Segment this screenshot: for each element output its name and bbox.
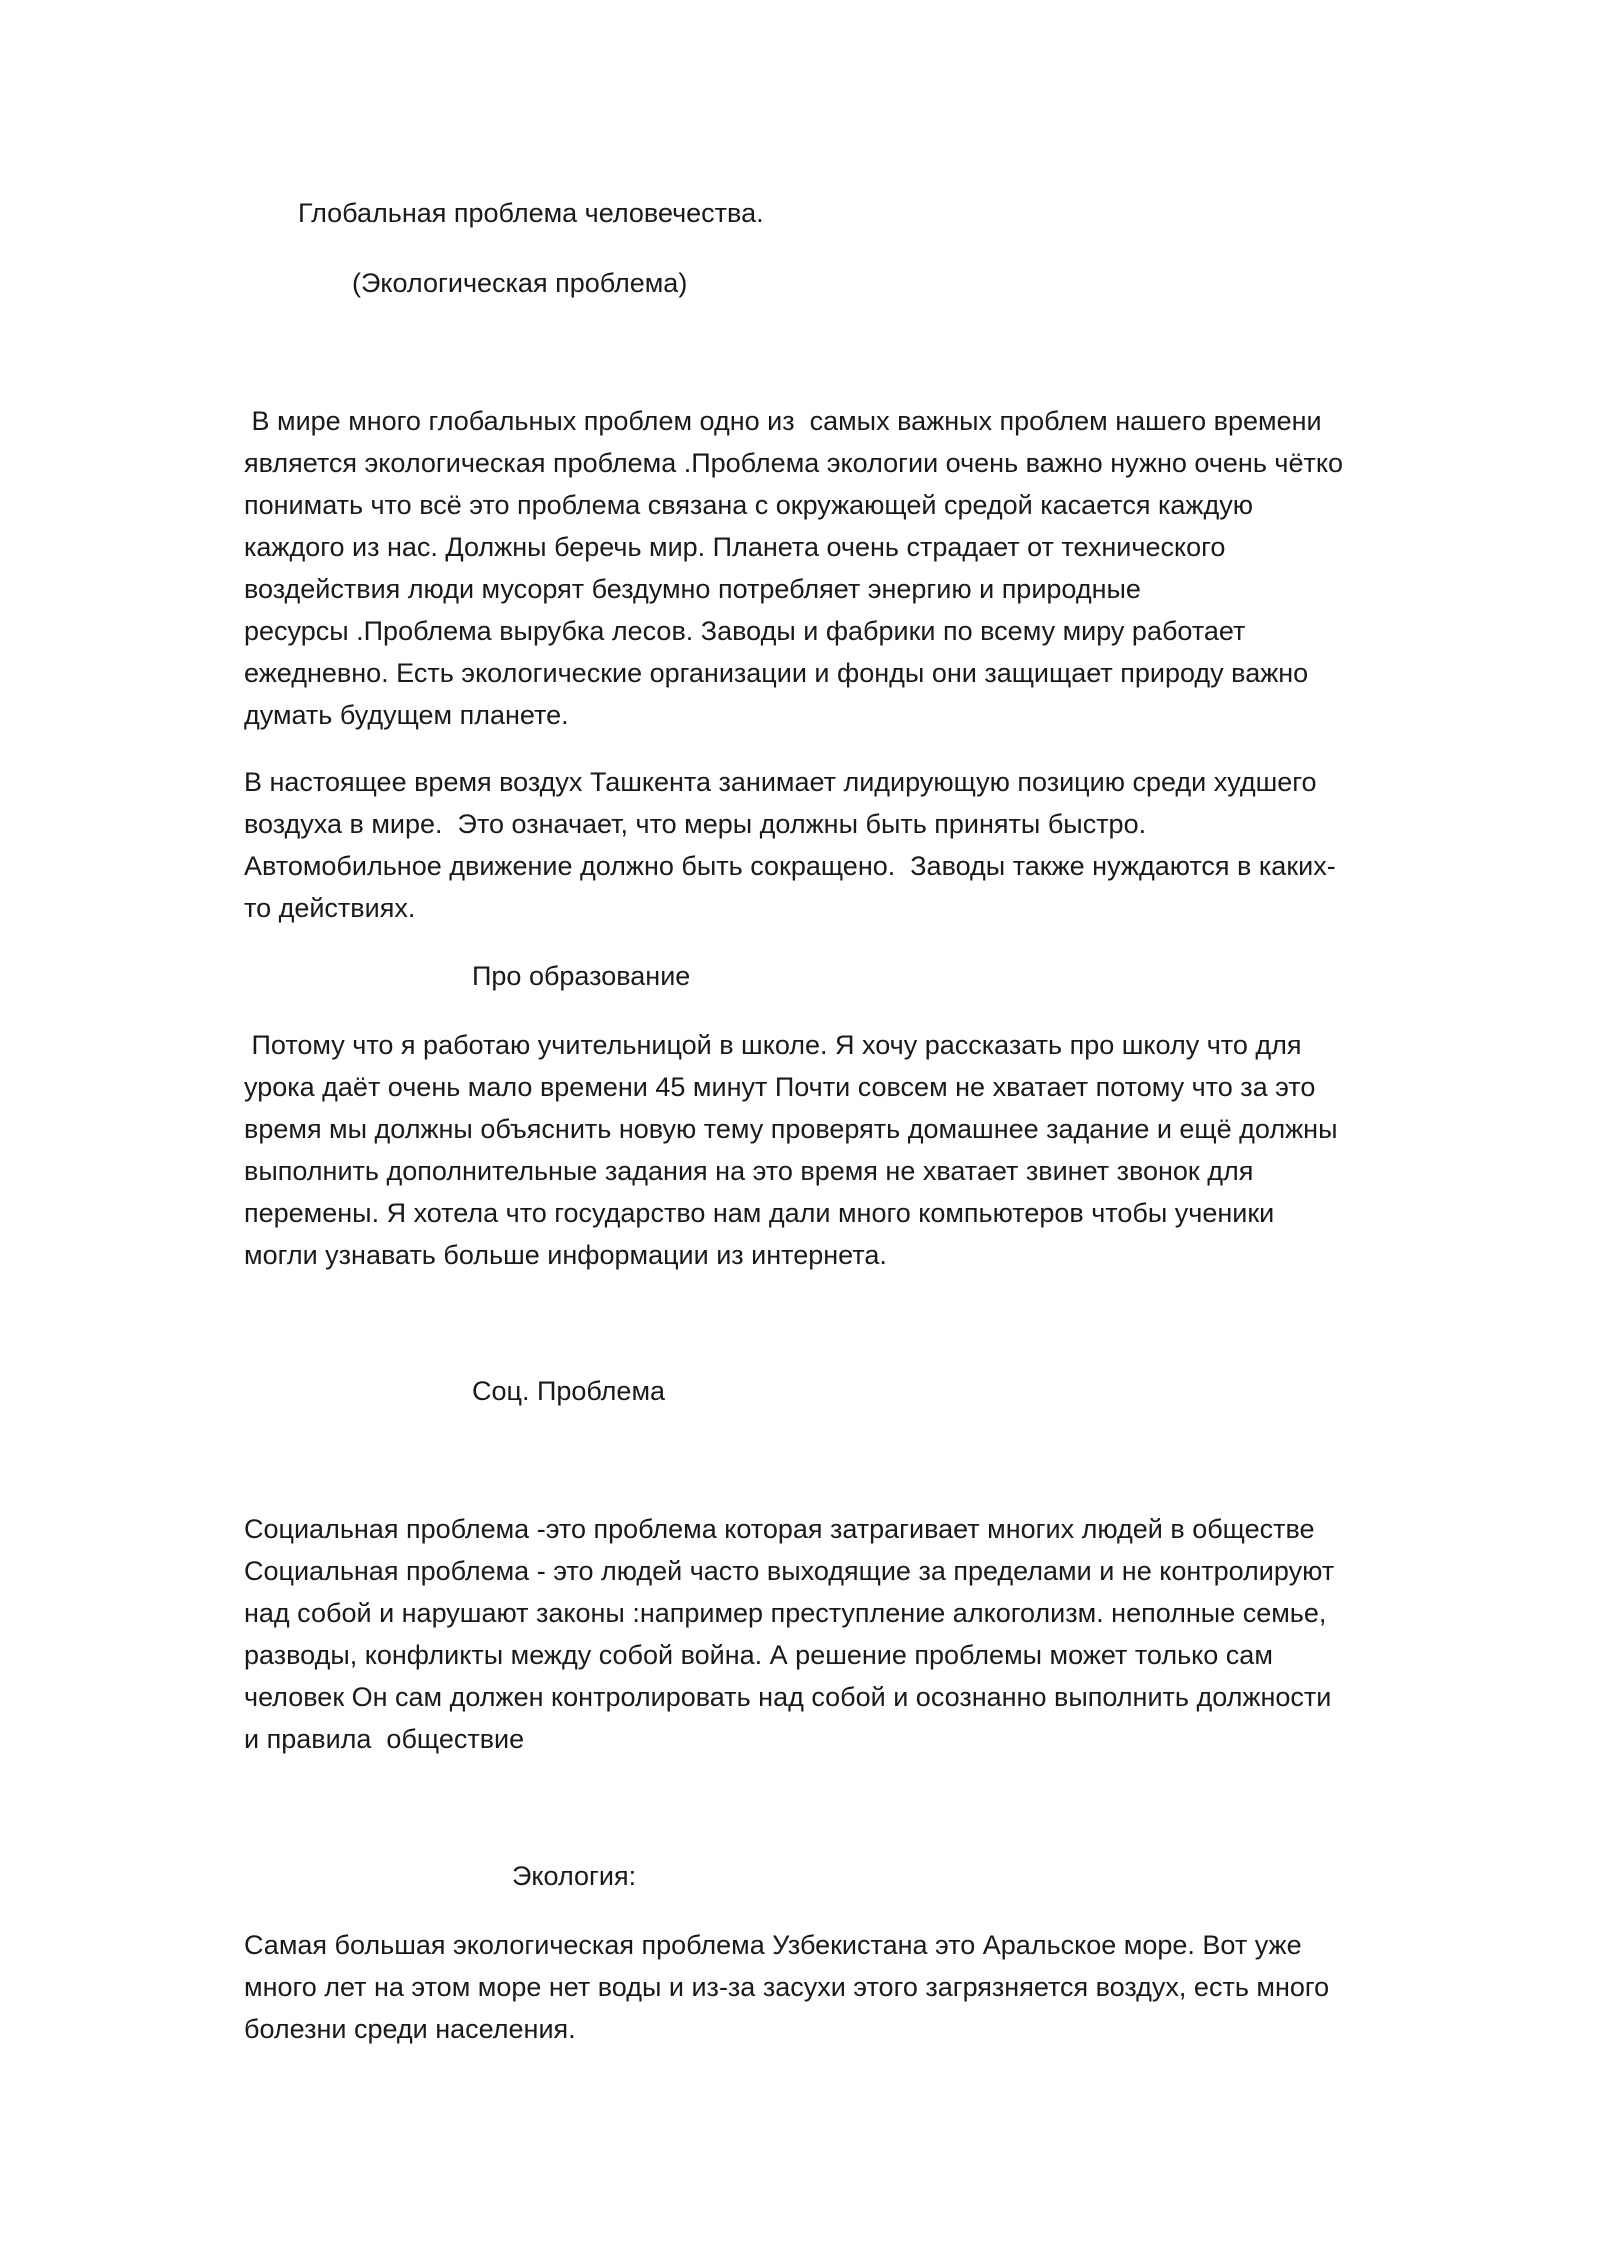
section-heading-ecology: Экология:: [512, 1861, 637, 1891]
paragraph-line: ресурсы .Проблема вырубка лесов. Заводы и фабрики по всему миру работает: [244, 616, 1246, 646]
paragraph-line: думать будущем планете.: [244, 700, 569, 730]
paragraph-line: Социальная проблема - это людей часто выходящие за пределами и не контролируют: [244, 1556, 1335, 1586]
paragraph-line: могли узнавать больше информации из интернета.: [244, 1240, 887, 1270]
paragraph-line: Потому что я работаю учительницой в школе. Я хочу рассказать про школу что для: [244, 1030, 1302, 1060]
paragraph-line: время мы должны объяснить новую тему проверять домашнее задание и ещё должны: [244, 1114, 1338, 1144]
paragraph-line: разводы, конфликты между собой война. А решение проблемы может только сам: [244, 1640, 1273, 1670]
paragraph-line: урока даёт очень мало времени 45 минут Почти совсем не хватает потому что за это: [244, 1072, 1316, 1102]
paragraph-line: Самая большая экологическая проблема Узбекистана это Аральское море. Вот уже: [244, 1930, 1302, 1960]
paragraph-line: то действиях.: [244, 893, 416, 923]
paragraph-line: Социальная проблема -это проблема которая затрагивает многих людей в обществе: [244, 1514, 1315, 1544]
paragraph-line: воздуха в мире. Это означает, что меры должны быть приняты быстро.: [244, 809, 1147, 839]
document-title: Глобальная проблема человечества.: [298, 198, 764, 228]
paragraph-line: является экологическая проблема .Проблема экологии очень важно нужно очень чётко: [244, 448, 1343, 478]
paragraph-line: ежедневно. Есть экологические организации и фонды они защищает природу важно: [244, 658, 1309, 688]
document-subtitle: (Экологическая проблема): [352, 268, 688, 298]
paragraph-line: болезни среди населения.: [244, 2014, 576, 2044]
paragraph-line: каждого из нас. Должны беречь мир. Планета очень страдает от технического: [244, 532, 1226, 562]
paragraph-line: и правила обществие: [244, 1724, 525, 1754]
paragraph-line: много лет на этом море нет воды и из-за засухи этого загрязняется воздух, есть много: [244, 1972, 1330, 2002]
paragraph-line: понимать что всё это проблема связана с окружающей средой касается каждую: [244, 490, 1253, 520]
section-heading-education: Про образование: [472, 961, 691, 991]
paragraph-line: воздействия люди мусорят бездумно потребляет энергию и природные: [244, 574, 1141, 604]
paragraph-line: перемены. Я хотела что государство нам дали много компьютеров чтобы ученики: [244, 1198, 1275, 1228]
section-heading-social: Соц. Проблема: [472, 1376, 666, 1406]
paragraph-line: человек Он сам должен контролировать над собой и осознанно выполнить должности: [244, 1682, 1332, 1712]
paragraph-line: Автомобильное движение должно быть сокращено. Заводы также нуждаются в каких-: [244, 851, 1336, 881]
paragraph-line: В настоящее время воздух Ташкента занимает лидирующую позицию среди худшего: [244, 767, 1317, 797]
paragraph-line: над собой и нарушают законы :например преступление алкоголизм. неполные семье,: [244, 1598, 1327, 1628]
paragraph-line: В мире много глобальных проблем одно из самых важных проблем нашего времени: [244, 406, 1322, 436]
paragraph-line: выполнить дополнительные задания на это время не хватает звинет звонок для: [244, 1156, 1254, 1186]
